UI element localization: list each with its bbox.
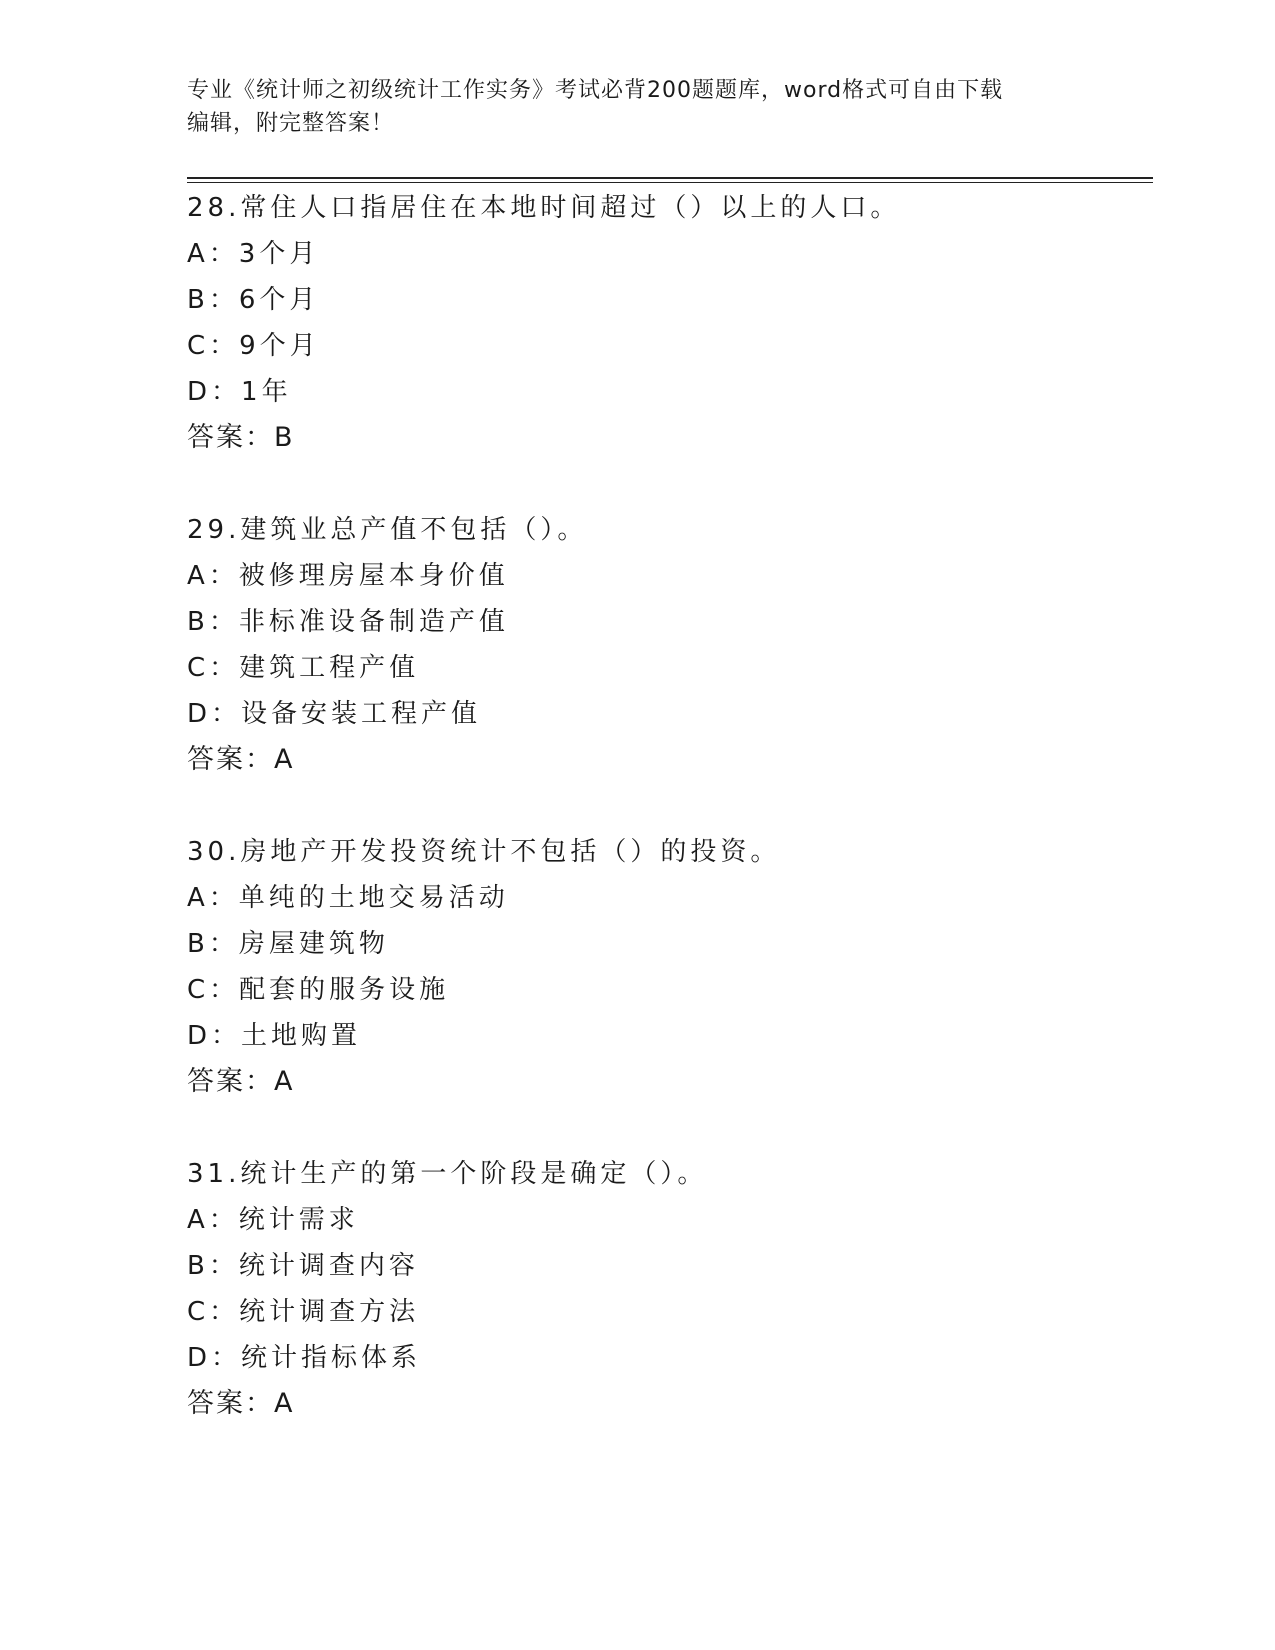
question-stem: 29.建筑业总产值不包括（）。 bbox=[187, 515, 588, 545]
option-a: A：单纯的土地交易活动 bbox=[187, 883, 509, 913]
answer: 答案：B bbox=[187, 422, 295, 453]
question-stem: 31.统计生产的第一个阶段是确定（）。 bbox=[187, 1159, 708, 1189]
option-a: A：被修理房屋本身价值 bbox=[187, 561, 509, 591]
option-c: C：9个月 bbox=[187, 331, 320, 361]
question-block bbox=[187, 507, 1147, 783]
option-d: D：土地购置 bbox=[187, 1021, 362, 1051]
question-block bbox=[187, 1151, 1147, 1427]
option-d: D：统计指标体系 bbox=[187, 1343, 422, 1373]
option-c: C：统计调查方法 bbox=[187, 1297, 420, 1327]
option-c: C：建筑工程产值 bbox=[187, 653, 420, 683]
answer: 答案：A bbox=[187, 744, 295, 775]
option-b: B：房屋建筑物 bbox=[187, 929, 389, 959]
question-block bbox=[187, 829, 1147, 1105]
question-stem: 28.常住人口指居住在本地时间超过（）以上的人口。 bbox=[187, 193, 901, 223]
answer: 答案：A bbox=[187, 1066, 295, 1097]
answer: 答案：A bbox=[187, 1388, 295, 1419]
header-divider-thick bbox=[187, 177, 1153, 179]
option-d: D：设备安装工程产值 bbox=[187, 699, 482, 729]
option-a: A：3个月 bbox=[187, 239, 320, 269]
option-b: B：统计调查内容 bbox=[187, 1251, 419, 1281]
header-divider-thin bbox=[187, 182, 1153, 183]
option-b: B：6个月 bbox=[187, 285, 320, 315]
document-header bbox=[187, 74, 1087, 140]
option-b: B：非标准设备制造产值 bbox=[187, 607, 509, 637]
option-a: A：统计需求 bbox=[187, 1205, 359, 1235]
header-line-1: 专业《统计师之初级统计工作实务》考试必背200题题库，word格式可自由下载 bbox=[187, 78, 1004, 103]
question-block bbox=[187, 185, 1147, 461]
header-line-2: 编辑，附完整答案！ bbox=[187, 111, 395, 136]
question-stem: 30.房地产开发投资统计不包括（）的投资。 bbox=[187, 837, 781, 867]
option-c: C：配套的服务设施 bbox=[187, 975, 450, 1005]
option-d: D：1年 bbox=[187, 377, 292, 407]
